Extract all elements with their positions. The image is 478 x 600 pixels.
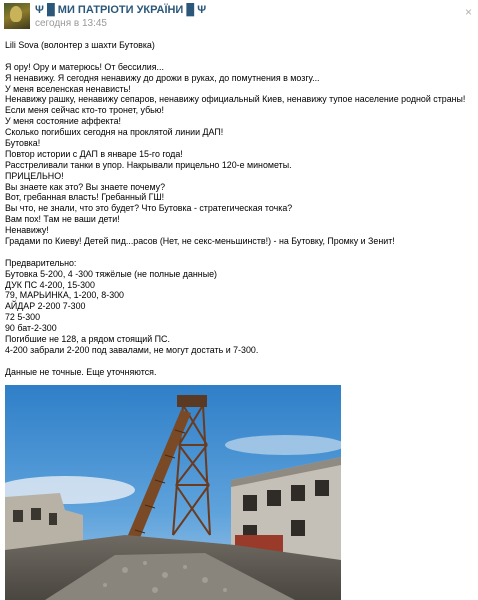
post-text-line: АЙДАР 2-200 7-300 [5, 301, 86, 312]
post-paragraph-3 [5, 367, 473, 378]
post-text-line: У меня состояние аффекта! [5, 116, 122, 127]
post-text-line: Данные не точные. Еще уточняются. [5, 366, 157, 377]
post-text-line: Я ненавижу. Я сегодня ненавижу до дрожи в руках, до помутнения в мозгу... [5, 72, 320, 83]
post-text-line: ПРИЦЕЛЬНО! [5, 170, 64, 181]
post-author-line: Lili Sova (волонтер з шахти Бутовка) [5, 40, 155, 50]
post-text-line: У меня вселенская ненависть! [5, 83, 131, 94]
post-text-line: ДУК ПС 4-200, 15-300 [5, 279, 95, 290]
mine-headframe-photo [5, 385, 341, 600]
post-text-line: Вот, гребанная власть! Гребанный ГШ! [5, 192, 165, 203]
post-text-line: Погибшие не 128, а рядом стоящий ПС. [5, 334, 170, 345]
post-text-line: Бутовка! [5, 138, 41, 149]
post-timestamp[interactable]: сегодня в 13:45 [35, 18, 107, 29]
post-text-line: Ненавижу! [5, 225, 49, 236]
post-text-line: Вам пох! Там не ваши дети! [5, 214, 120, 225]
post-text-line: Вы что, не знали, что это будет? Что Бутовка - стратегическая точка? [5, 203, 293, 214]
post-paragraph-1 [5, 62, 473, 247]
post-text-line: 90 бат-2-300 [5, 323, 57, 334]
post-text-line: Предварительно: [5, 257, 77, 268]
group-avatar[interactable] [4, 3, 30, 29]
post-text-line: 4-200 забрали 2-200 под завалами, не могут достать и 7-300. [5, 344, 259, 355]
post-text-line: 72 5-300 [5, 312, 41, 323]
group-name-link[interactable]: Ψ █ МИ ПАТРІОТИ УКРАЇНИ █ Ψ [35, 4, 207, 16]
post-text-line: 79, МАРЬИНКА, 1-200, 8-300 [5, 290, 124, 301]
post-paragraph-2 [5, 258, 473, 356]
post-header [4, 3, 474, 29]
post-text-line: Я ору! Ору и матерюсь! От бессилия... [5, 61, 164, 72]
close-icon[interactable]: × [464, 5, 472, 19]
post-text-line: Градами по Киеву! Детей пид...расов (Нет, не секс-меньшинств!) - на Бутовку, Промку и Зенит! [5, 236, 395, 247]
post-text [5, 40, 473, 378]
post-text-line: Если меня сейчас кто-то тронет, убью! [5, 105, 164, 116]
post-text-line: Ненавижу рашку, ненавижу сепаров, ненавижу официальный Киев, ненавижу тупое население родной страны! [5, 94, 466, 105]
post-text-line: Вы знаете как это? Вы знаете почему? [5, 181, 166, 192]
post-text-line: Бутовка 5-200, 4 -300 тяжёлые (не полные данные) [5, 268, 217, 279]
post-photo[interactable] [5, 385, 341, 600]
post-text-line: Повтор истории с ДАП в январе 15-го года! [5, 148, 183, 159]
post-text-line: Сколько погибших сегодня на проклятой линии ДАП! [5, 127, 224, 138]
post-text-line: Расстреливали танки в упор. Накрывали прицельно 120-е минометы. [5, 159, 292, 170]
